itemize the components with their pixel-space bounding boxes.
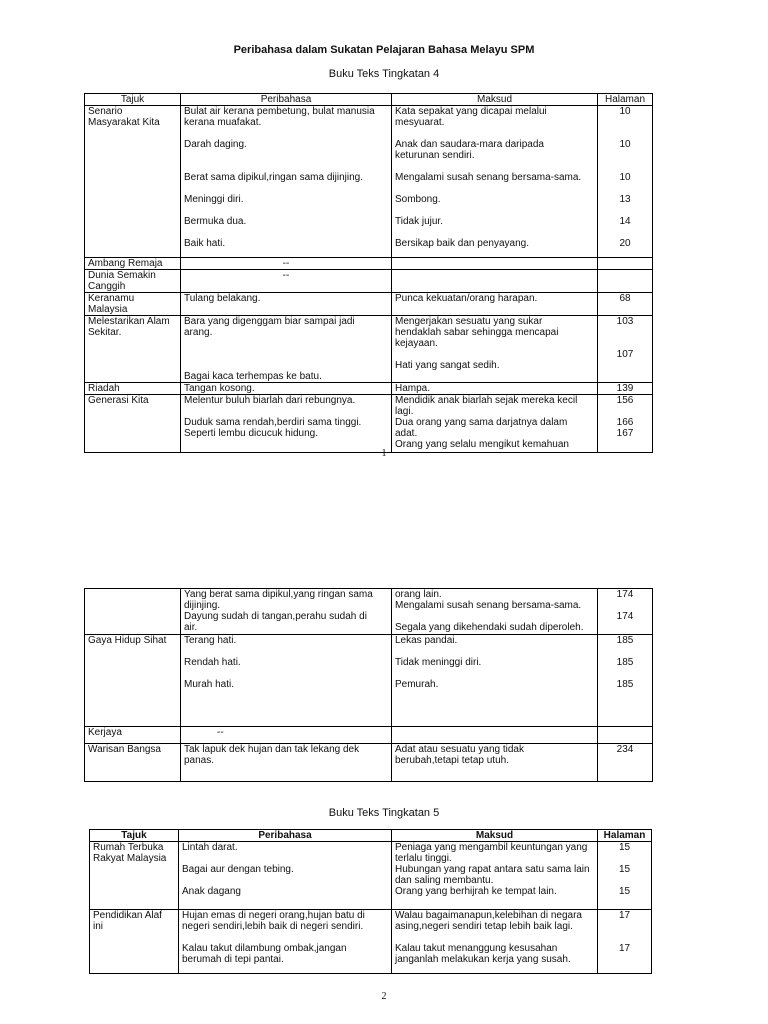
cell-maksud bbox=[392, 270, 598, 293]
cell-halaman: 234 bbox=[598, 744, 653, 782]
table-row bbox=[85, 293, 653, 316]
cell-halaman: 174 174 bbox=[598, 589, 653, 635]
cell-maksud: Lekas pandai. Tidak meninggi diri. Pemurah. bbox=[392, 635, 598, 727]
cell-maksud: Hampa. bbox=[392, 383, 598, 395]
table-row bbox=[85, 589, 653, 635]
cell-halaman: 156 166 167 bbox=[598, 395, 653, 453]
header-peribahasa: Peribahasa bbox=[181, 94, 392, 106]
cell-tajuk: Melestarikan Alam Sekitar. bbox=[85, 316, 181, 383]
table-row bbox=[85, 316, 653, 383]
proverb-table-form5 bbox=[89, 829, 652, 974]
table-row bbox=[85, 727, 653, 744]
cell-tajuk: Generasi Kita bbox=[85, 395, 181, 453]
cell-halaman: 15 15 15 bbox=[598, 842, 652, 910]
cell-maksud: Mengerjakan sesuatu yang sukar hendaklah sabar sehingga mencapai kejayaan. Hati yang sangat sedih. bbox=[392, 316, 598, 383]
section-subtitle-form5: Buku Teks Tingkatan 5 bbox=[328, 807, 440, 819]
cell-peribahasa: Melentur buluh biarlah dari rebungnya. Duduk sama rendah,berdiri sama tinggi. Seperti lembu dicucuk hidung. bbox=[181, 395, 392, 453]
proverb-table-form4-continued bbox=[84, 588, 653, 782]
header-peribahasa: Peribahasa bbox=[179, 830, 392, 842]
cell-halaman: 10 10 10 13 14 20 bbox=[598, 106, 653, 258]
cell-tajuk: Dunia Semakin Canggih bbox=[85, 270, 181, 293]
table-header-row bbox=[85, 94, 653, 106]
cell-halaman: 139 bbox=[598, 383, 653, 395]
cell-tajuk bbox=[85, 589, 181, 635]
cell-halaman: 103 107 bbox=[598, 316, 653, 383]
table-row bbox=[85, 395, 653, 453]
page-number-2: 2 bbox=[381, 991, 387, 1002]
header-tajuk: Tajuk bbox=[85, 94, 181, 106]
cell-halaman: 68 bbox=[598, 293, 653, 316]
cell-maksud: Walau bagaimanapun,kelebihan di negara asing,negeri sendiri tetap lebih baik lagi. Kalau takut menanggung kesusahan janganlah melakukan kerja yang susah. bbox=[392, 910, 598, 974]
cell-tajuk: Warisan Bangsa bbox=[85, 744, 181, 782]
cell-halaman bbox=[598, 258, 653, 270]
cell-tajuk: Senario Masyarakat Kita bbox=[85, 106, 181, 258]
header-maksud: Maksud bbox=[392, 830, 598, 842]
table-row bbox=[85, 383, 653, 395]
table-row bbox=[90, 910, 652, 974]
header-maksud: Maksud bbox=[392, 94, 598, 106]
header-halaman: Halaman bbox=[598, 94, 653, 106]
cell-peribahasa: Tulang belakang. bbox=[181, 293, 392, 316]
table-row bbox=[85, 744, 653, 782]
cell-maksud: Punca kekuatan/orang harapan. bbox=[392, 293, 598, 316]
cell-tajuk: Riadah bbox=[85, 383, 181, 395]
table-header-row bbox=[90, 830, 652, 842]
table-row bbox=[85, 106, 653, 258]
cell-maksud: Mendidik anak biarlah sejak mereka kecil lagi. Dua orang yang sama darjatnya dalam adat. Orang yang selalu mengikut kemahuan bbox=[392, 395, 598, 453]
cell-tajuk: Kerjaya bbox=[85, 727, 181, 744]
table-row bbox=[85, 258, 653, 270]
cell-tajuk: Rumah Terbuka Rakyat Malaysia bbox=[90, 842, 179, 910]
header-halaman: Halaman bbox=[598, 830, 652, 842]
cell-halaman: 17 17 bbox=[598, 910, 652, 974]
table-row bbox=[85, 635, 653, 727]
table-row bbox=[90, 842, 652, 910]
cell-tajuk: Ambang Remaja bbox=[85, 258, 181, 270]
table-row bbox=[85, 270, 653, 293]
cell-halaman bbox=[598, 270, 653, 293]
cell-maksud: Peniaga yang mengambil keuntungan yang terlalu tinggi. Hubungan yang rapat antara satu sama lain dan saling membantu. Orang yang berhijrah ke tempat lain. bbox=[392, 842, 598, 910]
cell-maksud bbox=[392, 258, 598, 270]
cell-peribahasa: -- bbox=[181, 270, 392, 293]
cell-tajuk: Pendidikan Alaf ini bbox=[90, 910, 179, 974]
cell-peribahasa: Bulat air kerana pembetung, bulat manusia kerana muafakat. Darah daging. Berat sama dipikul,ringan sama dijinjing. Meninggi diri. Bermuka dua. Baik hati. bbox=[181, 106, 392, 258]
cell-tajuk: Keranamu Malaysia bbox=[85, 293, 181, 316]
cell-peribahasa: Terang hati. Rendah hati. Murah hati. bbox=[181, 635, 392, 727]
section-subtitle-form4: Buku Teks Tingkatan 4 bbox=[328, 68, 440, 80]
cell-peribahasa: -- bbox=[181, 727, 392, 744]
cell-halaman bbox=[598, 727, 653, 744]
cell-peribahasa: Yang berat sama dipikul,yang ringan sama dijinjing. Dayung sudah di tangan,perahu sudah di air. bbox=[181, 589, 392, 635]
cell-peribahasa: Tangan kosong. bbox=[181, 383, 392, 395]
proverb-table-form4 bbox=[84, 93, 653, 453]
cell-halaman: 185 185 185 bbox=[598, 635, 653, 727]
header-tajuk: Tajuk bbox=[90, 830, 179, 842]
page-number-1: 1 bbox=[381, 448, 387, 459]
cell-maksud: Adat atau sesuatu yang tidak berubah,tetapi tetap utuh. bbox=[392, 744, 598, 782]
cell-peribahasa: -- bbox=[181, 258, 392, 270]
cell-maksud bbox=[392, 727, 598, 744]
cell-peribahasa: Lintah darat. Bagai aur dengan tebing. Anak dagang bbox=[179, 842, 392, 910]
cell-tajuk: Gaya Hidup Sihat bbox=[85, 635, 181, 727]
cell-maksud: Kata sepakat yang dicapai melalui mesyuarat. Anak dan saudara-mara daripada keturunan sendiri. Mengalami susah senang bersama-sama. Sombong. Tidak jujur. Bersikap baik dan penyayang. bbox=[392, 106, 598, 258]
cell-peribahasa: Tak lapuk dek hujan dan tak lekang dek panas. bbox=[181, 744, 392, 782]
cell-peribahasa: Bara yang digenggam biar sampai jadi arang. Bagai kaca terhempas ke batu. bbox=[181, 316, 392, 383]
cell-maksud: orang lain. Mengalami susah senang bersama-sama. Segala yang dikehendaki sudah diperoleh. bbox=[392, 589, 598, 635]
document-title: Peribahasa dalam Sukatan Pelajaran Bahasa Melayu SPM bbox=[233, 44, 535, 56]
cell-peribahasa: Hujan emas di negeri orang,hujan batu di negeri sendiri,lebih baik di negeri sendiri. Kalau takut dilambung ombak,jangan berumah di tepi pantai. bbox=[179, 910, 392, 974]
